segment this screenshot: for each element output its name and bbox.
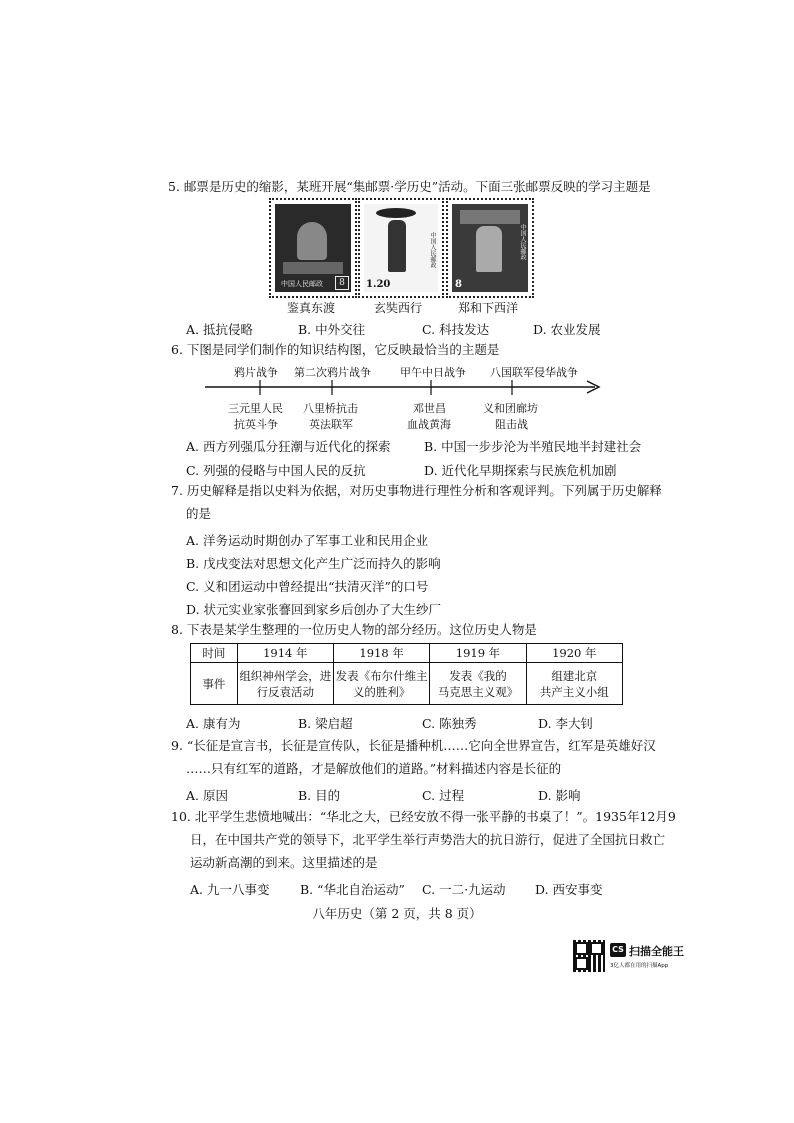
option[interactable]: B. 戊戌变法对思想文化产生广泛而持久的影响 (186, 556, 441, 571)
option[interactable]: A. 原因 (186, 788, 228, 803)
q8-stem: 8. 下表是某学生整理的一位历史人物的部分经历。这位历史人物是 (171, 622, 537, 637)
stamp-country: 中国人民邮政 (281, 280, 323, 288)
timeline-event-line1: 邓世昌 (413, 402, 446, 415)
q10-stem: 10. 北平学生悲愤地喊出：“华北之大，已经安放不得一张平静的书桌了！”。1935年12月9 (171, 809, 676, 824)
stamp-jianzhen (269, 198, 357, 298)
pedestal-icon (283, 262, 343, 274)
table-row-header: 时间 (191, 644, 238, 663)
option[interactable]: B. “华北自治运动” (300, 882, 405, 897)
option[interactable]: D. 状元实业家张謇回到家乡后创办了大生纱厂 (186, 602, 442, 617)
table-cell: 1914 年 (237, 644, 333, 663)
timeline-event-line2: 血战黄海 (407, 418, 451, 431)
stamp-caption: 郑和下西洋 (458, 301, 519, 315)
stamp-value: 1.20 (366, 279, 391, 290)
timeline-war: 八国联军侵华战争 (490, 366, 578, 379)
option[interactable]: B. 中外交往 (298, 322, 366, 337)
scanner-tagline: 3亿人都在用的扫描App (610, 963, 669, 969)
table-row (191, 644, 623, 663)
timeline-war: 甲午中日战争 (400, 366, 466, 379)
q7-stem: 7. 历史解释是指以史料为依据，对历史事物进行理性分析和客观评判。下列属于历史解释 (171, 483, 662, 498)
timeline-event-line1: 三元里人民 (228, 402, 283, 415)
option[interactable]: D. 李大钊 (538, 716, 594, 731)
timeline-war: 第二次鸦片战争 (294, 366, 371, 379)
option[interactable]: C. 一二·九运动 (422, 882, 506, 897)
table-cell: 发表《布尔什维主 义的胜利》 (333, 663, 429, 705)
option[interactable]: C. 陈独秀 (422, 716, 477, 731)
timeline-event-line2: 英法联军 (309, 418, 353, 431)
option[interactable]: B. 目的 (298, 788, 341, 803)
q9-stem-cont: ……只有红军的道路，才是解放他们的道路。”材料描述内容是长征的 (186, 761, 562, 776)
q10-stem-cont: 日，在中国共产党的领导下，北平学生举行声势浩大的抗日游行，促进了全国抗日救亡 (190, 832, 666, 847)
stamp-caption: 玄奘西行 (374, 301, 423, 315)
table-cell: 组建北京 共产主义小组 (526, 663, 622, 705)
stamp-zhenghe (446, 198, 534, 298)
option[interactable]: C. 科技发达 (422, 322, 490, 337)
table-cell: 1920 年 (526, 644, 622, 663)
monk-figure-icon (388, 220, 406, 272)
q7-stem-cont: 的是 (186, 506, 212, 521)
option[interactable]: C. 过程 (422, 788, 465, 803)
option[interactable]: A. 洋务运动时期创办了军事工业和民用企业 (186, 533, 428, 548)
q10-stem-cont: 运动新高潮的到来。这里描述的是 (190, 855, 378, 870)
timeline-event-line1: 义和团廊坊 (483, 402, 538, 415)
hat-icon (376, 208, 416, 218)
option[interactable]: D. 农业发展 (533, 322, 601, 337)
table-cell: 1919 年 (430, 644, 526, 663)
timeline-event-line2: 抗英斗争 (234, 418, 278, 431)
option[interactable]: A. 九一八事变 (190, 882, 270, 897)
table-row (191, 663, 623, 705)
option[interactable]: A. 康有为 (186, 716, 241, 731)
option[interactable]: D. 影响 (538, 788, 581, 803)
option[interactable]: A. 西方列强瓜分狂潮与近代化的探索 (186, 439, 391, 454)
q6-stem: 6. 下图是同学们制作的知识结构图，它反映最恰当的主题是 (171, 342, 500, 357)
stamp-country: 中国人民邮政 (519, 224, 526, 260)
option[interactable]: D. 西安事变 (535, 882, 603, 897)
timeline-war: 鸦片战争 (234, 366, 278, 379)
option[interactable]: B. 梁启超 (298, 716, 353, 731)
q9-stem: 9. “长征是宣言书，长征是宣传队，长征是播种机……它向全世界宣告，红军是英雄好汉 (171, 738, 656, 753)
option[interactable]: C. 列强的侵略与中国人民的反抗 (186, 463, 366, 478)
figure-icon (297, 222, 327, 260)
option[interactable]: A. 抵抗侵略 (186, 322, 253, 337)
table-cell: 1918 年 (333, 644, 429, 663)
option[interactable]: D. 近代化早期探索与民族危机加剧 (424, 463, 617, 478)
scanner-logo-icon: CS (610, 943, 626, 957)
stamp-value: 8 (455, 279, 462, 290)
scanner-brand: 扫描全能王 (629, 945, 684, 958)
table-row-header: 事件 (191, 663, 238, 705)
stamp-xuanzang (358, 198, 444, 298)
timeline-event-line1: 八里桥抗击 (303, 402, 358, 415)
table-cell: 组织神州学会，进 行反袁活动 (237, 663, 333, 705)
page-footer: 八年历史（第 2 页，共 8 页） (312, 906, 482, 921)
history-table (190, 643, 623, 705)
stamp-country: 中国人民邮政 (429, 232, 436, 268)
timeline-axis (205, 376, 605, 400)
qr-code-icon (573, 940, 605, 972)
wave-icon (460, 210, 520, 224)
stamp-caption: 鉴真东渡 (287, 301, 336, 315)
stamp-value: 8 (335, 276, 349, 290)
option[interactable]: B. 中国一步步沦为半殖民地半封建社会 (424, 439, 642, 454)
table-cell: 发表《我的 马克思主义观》 (430, 663, 526, 705)
timeline-event-line2: 阻击战 (495, 418, 528, 431)
official-figure-icon (476, 226, 502, 272)
option[interactable]: C. 义和团运动中曾经提出“扶清灭洋”的口号 (186, 579, 429, 594)
q5-stem: 5. 邮票是历史的缩影，某班开展“集邮票·学历史”活动。下面三张邮票反映的学习主题是 (168, 179, 651, 194)
